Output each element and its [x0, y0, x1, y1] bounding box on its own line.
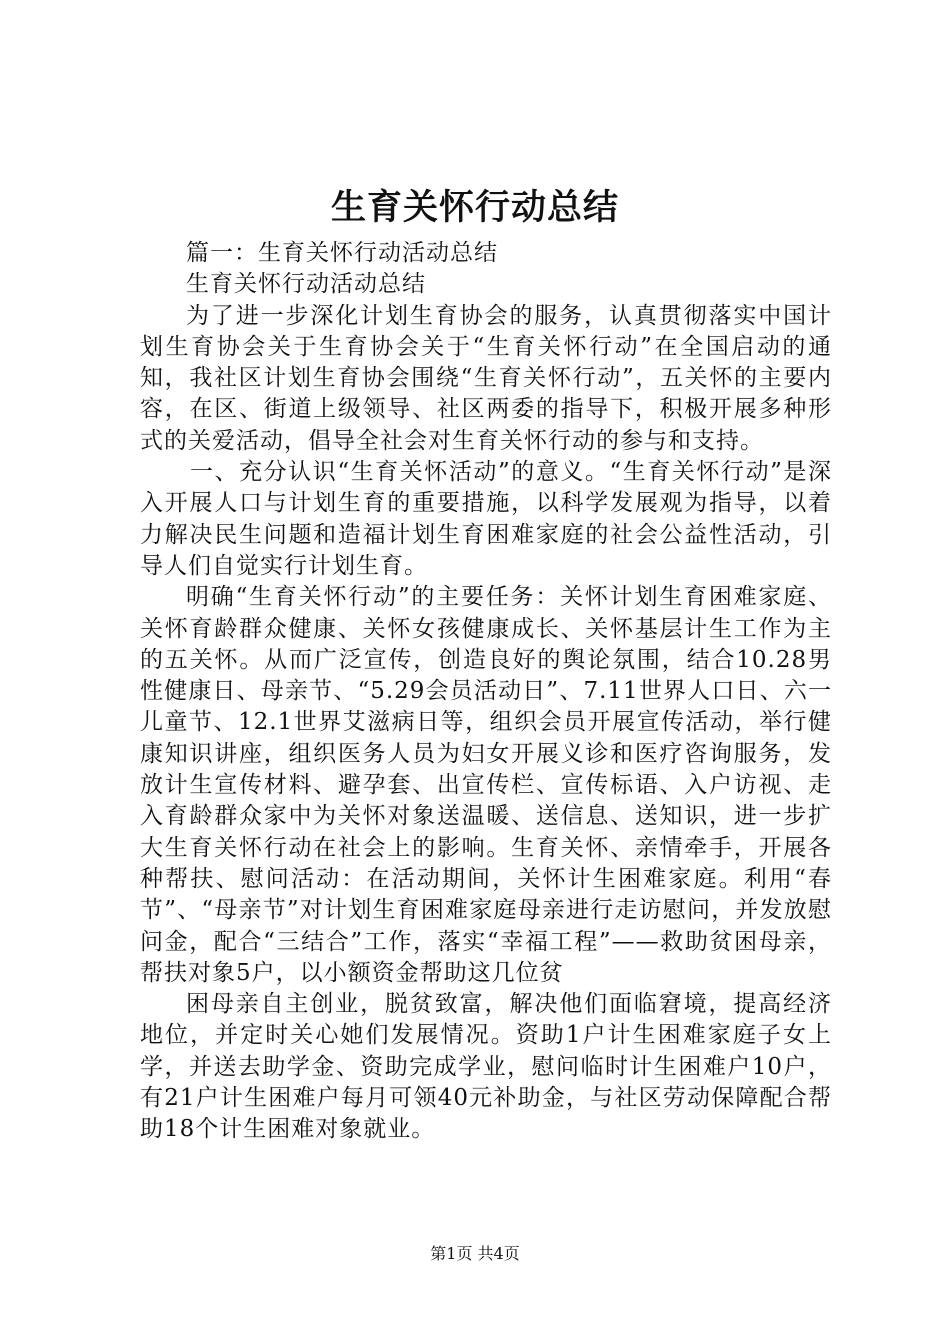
document-title: 生育关怀行动总结 [330, 187, 619, 228]
paragraph-significance: 一、充分认识“生育关怀活动”的意义。“生育关怀行动”是深入开展人口与计划生育的重要措施，以科学发展观为指导，以着力解决民生问题和造福计划生育困难家庭的社会公益性活动，引导人们自觉实行计划生育。 [140, 459, 832, 579]
page-number-footer: 第1页 共4页 [430, 1244, 520, 1263]
paragraph-assistance: 困母亲自主创业，脱贫致富，解决他们面临窘境，提高经济地位，并定时关心她们发展情况。资助1户计生困难家庭子女上学，并送去助学金、资助完成学业，慰问临时计生困难户10户，有21户计生困难户每月可领40元补助金，与社区劳动保障配合帮助18个计生困难对象就业。 [140, 991, 832, 1143]
paragraph-tasks: 明确“生育关怀行动”的主要任务：关怀计划生育困难家庭、关怀育龄群众健康、关怀女孩健康成长、关怀基层计生工作为主的五关怀。从而广泛宣传，创造良好的舆论氛围，结合10.28男性健康日、母亲节、“5.29会员活动日”、7.11世界人口日、六一儿童节、12.1世界艾滋病日等，组织会员开展宣传活动，举行健康知识讲座，组织医务人员为妇女开展义诊和医疗咨询服务，发放计生宣传材料、避孕套、出宣传栏、宣传标语、入户访视、走入育龄群众家中为关怀对象送温暖、送信息、送知识，进一步扩大生育关怀行动在社会上的影响。生育关怀、亲情牵手，开展各种帮扶、慰问活动：在活动期间，关怀计生困难家庭。利用“春节”、“母亲节”对计划生育困难家庭母亲进行走访慰问，并发放慰问金，配合“三结合”工作，落实“幸福工程”——救助贫困母亲，帮扶对象5户，以小额资金帮助这几位贫 [140, 584, 832, 986]
document-body [140, 238, 832, 1146]
subsection-heading: 生育关怀行动活动总结 [186, 271, 426, 298]
paragraph-intro: 为了进一步深化计划生育协会的服务，认真贯彻落实中国计划生育协会关于生育协会关于“生育关怀行动”在全国启动的通知，我社区计划生育协会围绕“生育关怀行动”，五关怀的主要内容，在区、街道上级领导、社区两委的指导下，积极开展多种形式的关爱活动，倡导全社会对生育关怀行动的参与和支持。 [140, 302, 832, 454]
section-heading: 篇一：生育关怀行动活动总结 [186, 240, 498, 266]
